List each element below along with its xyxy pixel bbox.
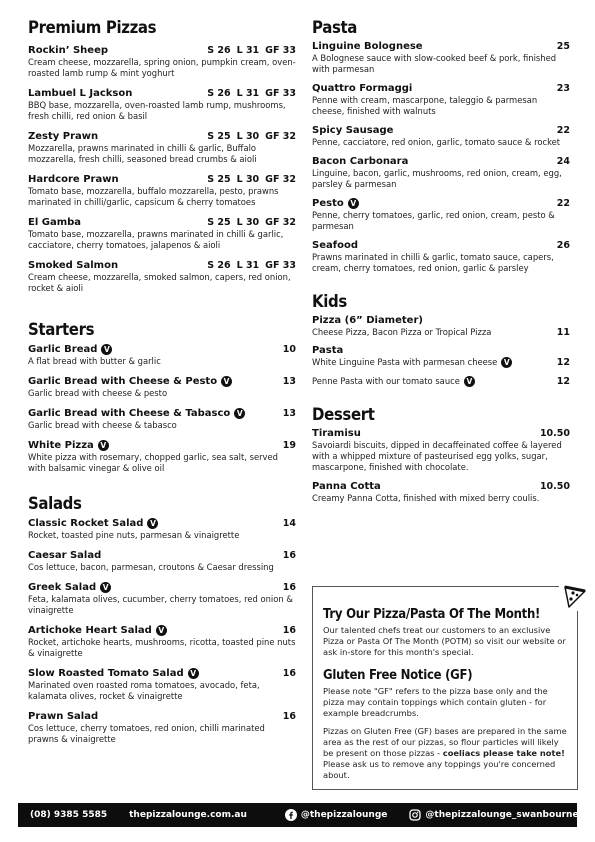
item-name-wrap [28, 408, 245, 419]
item-name-wrap [312, 156, 408, 167]
item-name-wrap [28, 440, 109, 451]
item-price: S 26 [207, 88, 231, 99]
menu-item [312, 156, 570, 190]
menu-item [28, 625, 296, 659]
gf-text-2c: Please ask us to remove any toppings you're concerned about. [323, 759, 556, 780]
item-price: 22 [556, 125, 570, 136]
item-price: L 31 [236, 88, 260, 99]
vegetarian-icon: V [501, 357, 512, 368]
menu-item [28, 174, 296, 208]
item-name: Zesty Prawn [28, 131, 99, 142]
section-title-pasta: Pasta [312, 18, 358, 38]
item-prices [207, 260, 296, 271]
item-description: A flat bread with butter & garlic [28, 356, 161, 366]
item-header [312, 198, 570, 209]
gf-text-2 [323, 726, 569, 781]
vegetarian-icon: V [221, 376, 232, 387]
item-price: 26 [556, 240, 570, 251]
item-prices [207, 174, 296, 185]
item-name: Bacon Carbonara [312, 156, 409, 167]
item-name: Quattro Formaggi [312, 83, 413, 94]
item-price: GF 32 [265, 174, 296, 185]
instagram-icon [409, 809, 421, 821]
item-desc-row [312, 326, 570, 338]
item-name: Classic Rocket Salad [28, 518, 144, 529]
item-description: Cos lettuce, bacon, parmesan, croutons & Caesar dressing [28, 562, 274, 572]
item-price: 13 [282, 408, 296, 419]
vegetarian-icon: V [100, 582, 111, 593]
menu-item [312, 83, 570, 117]
item-price: L 30 [236, 174, 260, 185]
section-title-pizzas: Premium Pizzas [28, 18, 157, 38]
item-prices [207, 217, 296, 228]
item-name-wrap [28, 344, 112, 355]
footer-website-link[interactable] [129, 810, 247, 820]
item-header [312, 428, 570, 439]
item-description: Cream cheese, mozzarella, smoked salmon, capers, red onion, rocket & aioli [28, 272, 291, 293]
item-name-wrap [312, 198, 359, 209]
menu-item [312, 481, 570, 504]
gf-text-2a: Pizzas on Gluten Free (GF) bases are prepared in the same area as the rest of our pizzas, so flour particles will likely be present on those pizzas - [323, 726, 567, 758]
menu-item [312, 345, 570, 368]
item-name-wrap [312, 41, 423, 52]
item-header [28, 131, 296, 142]
item-price: GF 33 [265, 88, 296, 99]
item-description: White pizza with rosemary, chopped garlic, sea salt, served with balsamic vinegar & olive oil [28, 452, 278, 473]
menu-item [312, 240, 570, 274]
menu-item [28, 217, 296, 251]
menu-item [28, 131, 296, 165]
item-price: 23 [556, 83, 570, 94]
vegetarian-icon: V [156, 625, 167, 636]
potm-text: Our talented chefs treat our customers to an exclusive Pizza or Pasta Of The Month (POTM) so visit our website or ask in-store for this month's special. [323, 625, 566, 657]
item-header [312, 240, 570, 251]
item-description: Creamy Panna Cotta, finished with mixed berry coulis. [312, 493, 540, 503]
item-header [28, 45, 296, 56]
item-header [28, 550, 296, 561]
item-description-wrap [312, 376, 475, 387]
premium-pizzas-section [28, 18, 296, 294]
item-description: Rocket, toasted pine nuts, parmesan & vinaigrette [28, 530, 240, 540]
item-description: Penne Pasta with our tomato sauce [312, 376, 460, 386]
item-price: 22 [556, 198, 570, 209]
item-name-wrap [312, 428, 361, 439]
item-price: L 31 [236, 260, 260, 271]
item-price: 16 [282, 711, 296, 722]
pizza-slice-icon [559, 581, 589, 611]
item-price: GF 32 [265, 217, 296, 228]
item-name: Hardcore Prawn [28, 174, 119, 185]
item-name: Slow Roasted Tomato Salad [28, 668, 184, 679]
item-name-wrap [28, 668, 199, 679]
item-price: S 25 [207, 174, 231, 185]
item-name-wrap [28, 582, 111, 593]
item-price: L 30 [236, 131, 260, 142]
item-price: GF 33 [265, 45, 296, 56]
item-price: S 25 [207, 131, 231, 142]
item-header [312, 83, 570, 94]
item-price: 24 [556, 156, 570, 167]
item-name-wrap [28, 711, 98, 722]
menu-item [28, 668, 296, 702]
item-name: Lambuel L Jackson [28, 88, 133, 99]
item-description: Penne, cacciatore, red onion, garlic, tomato sauce & rocket [312, 137, 561, 147]
menu-item [28, 260, 296, 294]
item-description-wrap [312, 327, 491, 338]
item-header [312, 125, 570, 136]
section-title-salads: Salads [28, 494, 82, 514]
footer-website-text: thepizzalounge.com.au [129, 810, 247, 820]
item-header [28, 711, 296, 722]
item-header [28, 408, 296, 419]
menu-item [312, 375, 570, 387]
item-header [28, 440, 296, 451]
item-name: Smoked Salmon [28, 260, 119, 271]
vegetarian-icon: V [147, 518, 158, 529]
item-price: 25 [556, 41, 570, 52]
item-description: Mozzarella, prawns marinated in chilli & garlic, Buffalo mozzarella, fresh chilli, seasoned bread crumbs & aioli [28, 143, 257, 164]
item-description: White Linguine Pasta with parmesan cheese [312, 357, 498, 367]
item-price: S 25 [207, 217, 231, 228]
pasta-section [312, 18, 570, 274]
item-price: 13 [282, 376, 296, 387]
gf-text-1: Please note "GF" refers to the pizza base only and the pizza may contain toppings which contain gluten - for example breadcrumbs. [323, 686, 548, 718]
menu-item [28, 45, 296, 79]
item-name: Tiramisu [312, 428, 361, 439]
item-price: S 26 [207, 260, 231, 271]
item-name-wrap [312, 481, 381, 492]
item-name: Pasta [312, 345, 344, 356]
item-description: Tomato base, mozzarella, buffalo mozzarella, pesto, prawns marinated in chilli/garlic, capsicum & cherry tomatoes [28, 186, 279, 207]
left-column [28, 18, 296, 745]
item-description: Prawns marinated in chilli & garlic, tomato sauce, capers, cream, cherry tomatoes, red onion, garlic & parsley [312, 252, 554, 273]
item-description: Feta, kalamata olives, cucumber, cherry tomatoes, red onion & vinaigrette [28, 594, 293, 615]
item-header [28, 88, 296, 99]
item-description: Penne with cream, mascarpone, taleggio & parmesan cheese, finished with walnuts [312, 95, 538, 116]
salads-section [28, 494, 296, 745]
item-name-wrap [312, 240, 358, 251]
item-description: Marinated oven roasted roma tomatoes, avocado, feta, kalamata olives, rocket & vinaigrette [28, 680, 260, 701]
item-name: El Gamba [28, 217, 82, 228]
item-header [28, 668, 296, 679]
item-name: Garlic Bread with Cheese & Pesto [28, 376, 218, 387]
item-header [28, 376, 296, 387]
footer-facebook-text: @thepizzalounge [300, 810, 388, 820]
item-name-wrap [28, 550, 101, 561]
footer-facebook-link[interactable] [285, 809, 388, 821]
menu-item [28, 711, 296, 745]
vegetarian-icon: V [98, 440, 109, 451]
starters-section [28, 320, 296, 474]
item-name: Rockin’ Sheep [28, 45, 109, 56]
item-description: Penne, cherry tomatoes, garlic, red onion, cream, pesto & parmesan [312, 210, 555, 231]
item-price: GF 32 [265, 131, 296, 142]
item-price: 16 [282, 625, 296, 636]
item-description: Linguine, bacon, garlic, mushrooms, red onion, cream, egg, parsley & parmesan [312, 168, 562, 189]
item-price: 12 [556, 375, 570, 387]
menu-item [312, 125, 570, 148]
section-title-starters: Starters [28, 320, 95, 340]
item-prices [207, 131, 296, 142]
item-header [312, 481, 570, 492]
item-prices [207, 45, 296, 56]
facebook-icon [285, 809, 297, 821]
menu-item [312, 428, 570, 473]
item-price: 14 [282, 518, 296, 529]
item-description-wrap [312, 357, 512, 368]
item-price: 16 [282, 550, 296, 561]
menu-item [312, 315, 570, 338]
menu-item [28, 88, 296, 122]
kids-section [312, 292, 570, 387]
item-name-wrap [312, 125, 393, 136]
item-description: Cream cheese, mozzarella, spring onion, pumpkin cream, oven-roasted lamb rump & mint yoghurt [28, 57, 296, 78]
footer-instagram-link[interactable] [409, 809, 578, 821]
item-description: A Bolognese sauce with slow-cooked beef & pork, finished with parmesan [312, 53, 557, 74]
menu-item [312, 198, 570, 232]
potm-title: Try Our Pizza/Pasta Of The Month! [323, 607, 541, 622]
item-price: 10 [282, 344, 296, 355]
item-header [312, 345, 570, 356]
item-header [28, 625, 296, 636]
menu-item [28, 344, 296, 367]
item-price: 11 [556, 326, 570, 338]
item-header [28, 260, 296, 271]
item-name: Garlic Bread [28, 344, 98, 355]
item-price: S 26 [207, 45, 231, 56]
item-description: Tomato base, mozzarella, prawns marinated in chilli & garlic, cacciatore, cherry tomatoes, jalapenos & aioli [28, 229, 284, 250]
menu-item [28, 518, 296, 541]
item-name: Prawn Salad [28, 711, 99, 722]
notice-box [312, 586, 578, 790]
vegetarian-icon: V [348, 198, 359, 209]
item-header [312, 156, 570, 167]
item-name: Pizza (6” Diameter) [312, 315, 423, 326]
item-name-wrap [28, 625, 167, 636]
item-header [28, 518, 296, 529]
footer-phone[interactable] [30, 810, 107, 820]
dessert-section [312, 405, 570, 504]
item-prices [207, 88, 296, 99]
item-price: 16 [282, 582, 296, 593]
item-header [28, 217, 296, 228]
item-description: Savoiardi biscuits, dipped in decaffeinated coffee & layered with a whipped mixture of pasteurised egg yolks, sugar, mascarpone, finished with chocolate. [312, 440, 562, 472]
item-name: Linguine Bolognese [312, 41, 423, 52]
menu-item [28, 550, 296, 573]
item-name: Artichoke Heart Salad [28, 625, 152, 636]
menu-item [312, 41, 570, 75]
footer-phone-text: (08) 9385 5585 [30, 810, 108, 820]
item-header [312, 315, 570, 326]
item-description: Garlic bread with cheese & pesto [28, 388, 168, 398]
item-name: Garlic Bread with Cheese & Tabasco [28, 408, 231, 419]
item-price: L 30 [236, 217, 260, 228]
footer-bar [18, 803, 577, 827]
item-name: Spicy Sausage [312, 125, 394, 136]
item-description: Garlic bread with cheese & tabasco [28, 420, 177, 430]
item-desc-row [312, 375, 570, 387]
right-column [312, 18, 570, 504]
menu-item [28, 376, 296, 399]
section-title-kids: Kids [312, 292, 347, 312]
item-price: 19 [282, 440, 296, 451]
item-name: Caesar Salad [28, 550, 102, 561]
item-name: Greek Salad [28, 582, 97, 593]
menu-item [28, 440, 296, 474]
item-desc-row [312, 356, 570, 368]
vegetarian-icon: V [234, 408, 245, 419]
item-name-wrap [312, 83, 412, 94]
vegetarian-icon: V [188, 668, 199, 679]
vegetarian-icon: V [464, 376, 475, 387]
item-price: GF 33 [265, 260, 296, 271]
item-price: 12 [556, 356, 570, 368]
item-header [312, 41, 570, 52]
item-header [28, 344, 296, 355]
section-title-dessert: Dessert [312, 405, 375, 425]
item-name: Pesto [312, 198, 344, 209]
item-price: 10.50 [539, 428, 570, 439]
gf-title: Gluten Free Notice (GF) [323, 668, 473, 683]
item-price: 16 [282, 668, 296, 679]
menu-item [28, 408, 296, 431]
item-name-wrap [28, 376, 232, 387]
item-price: 10.50 [539, 481, 570, 492]
item-description: BBQ base, mozzarella, oven-roasted lamb rump, mushrooms, fresh chilli, red onion & basil [28, 100, 286, 121]
item-price: L 31 [236, 45, 260, 56]
menu-item [28, 582, 296, 616]
gf-text-2b: coeliacs please take note! [442, 748, 565, 758]
footer-instagram-text: @thepizzalounge_swanbourne [425, 810, 579, 820]
item-header [28, 582, 296, 593]
item-header [28, 174, 296, 185]
item-name: Panna Cotta [312, 481, 381, 492]
item-description: Cheese Pizza, Bacon Pizza or Tropical Pizza [312, 327, 492, 337]
item-name: White Pizza [28, 440, 94, 451]
item-description: Cos lettuce, cherry tomatoes, red onion, chilli marinated prawns & vinaigrette [28, 723, 265, 744]
vegetarian-icon: V [101, 344, 112, 355]
item-description: Rocket, artichoke hearts, mushrooms, ricotta, toasted pine nuts & vinaigrette [28, 637, 296, 658]
item-name: Seafood [312, 240, 358, 251]
item-name-wrap [28, 518, 158, 529]
